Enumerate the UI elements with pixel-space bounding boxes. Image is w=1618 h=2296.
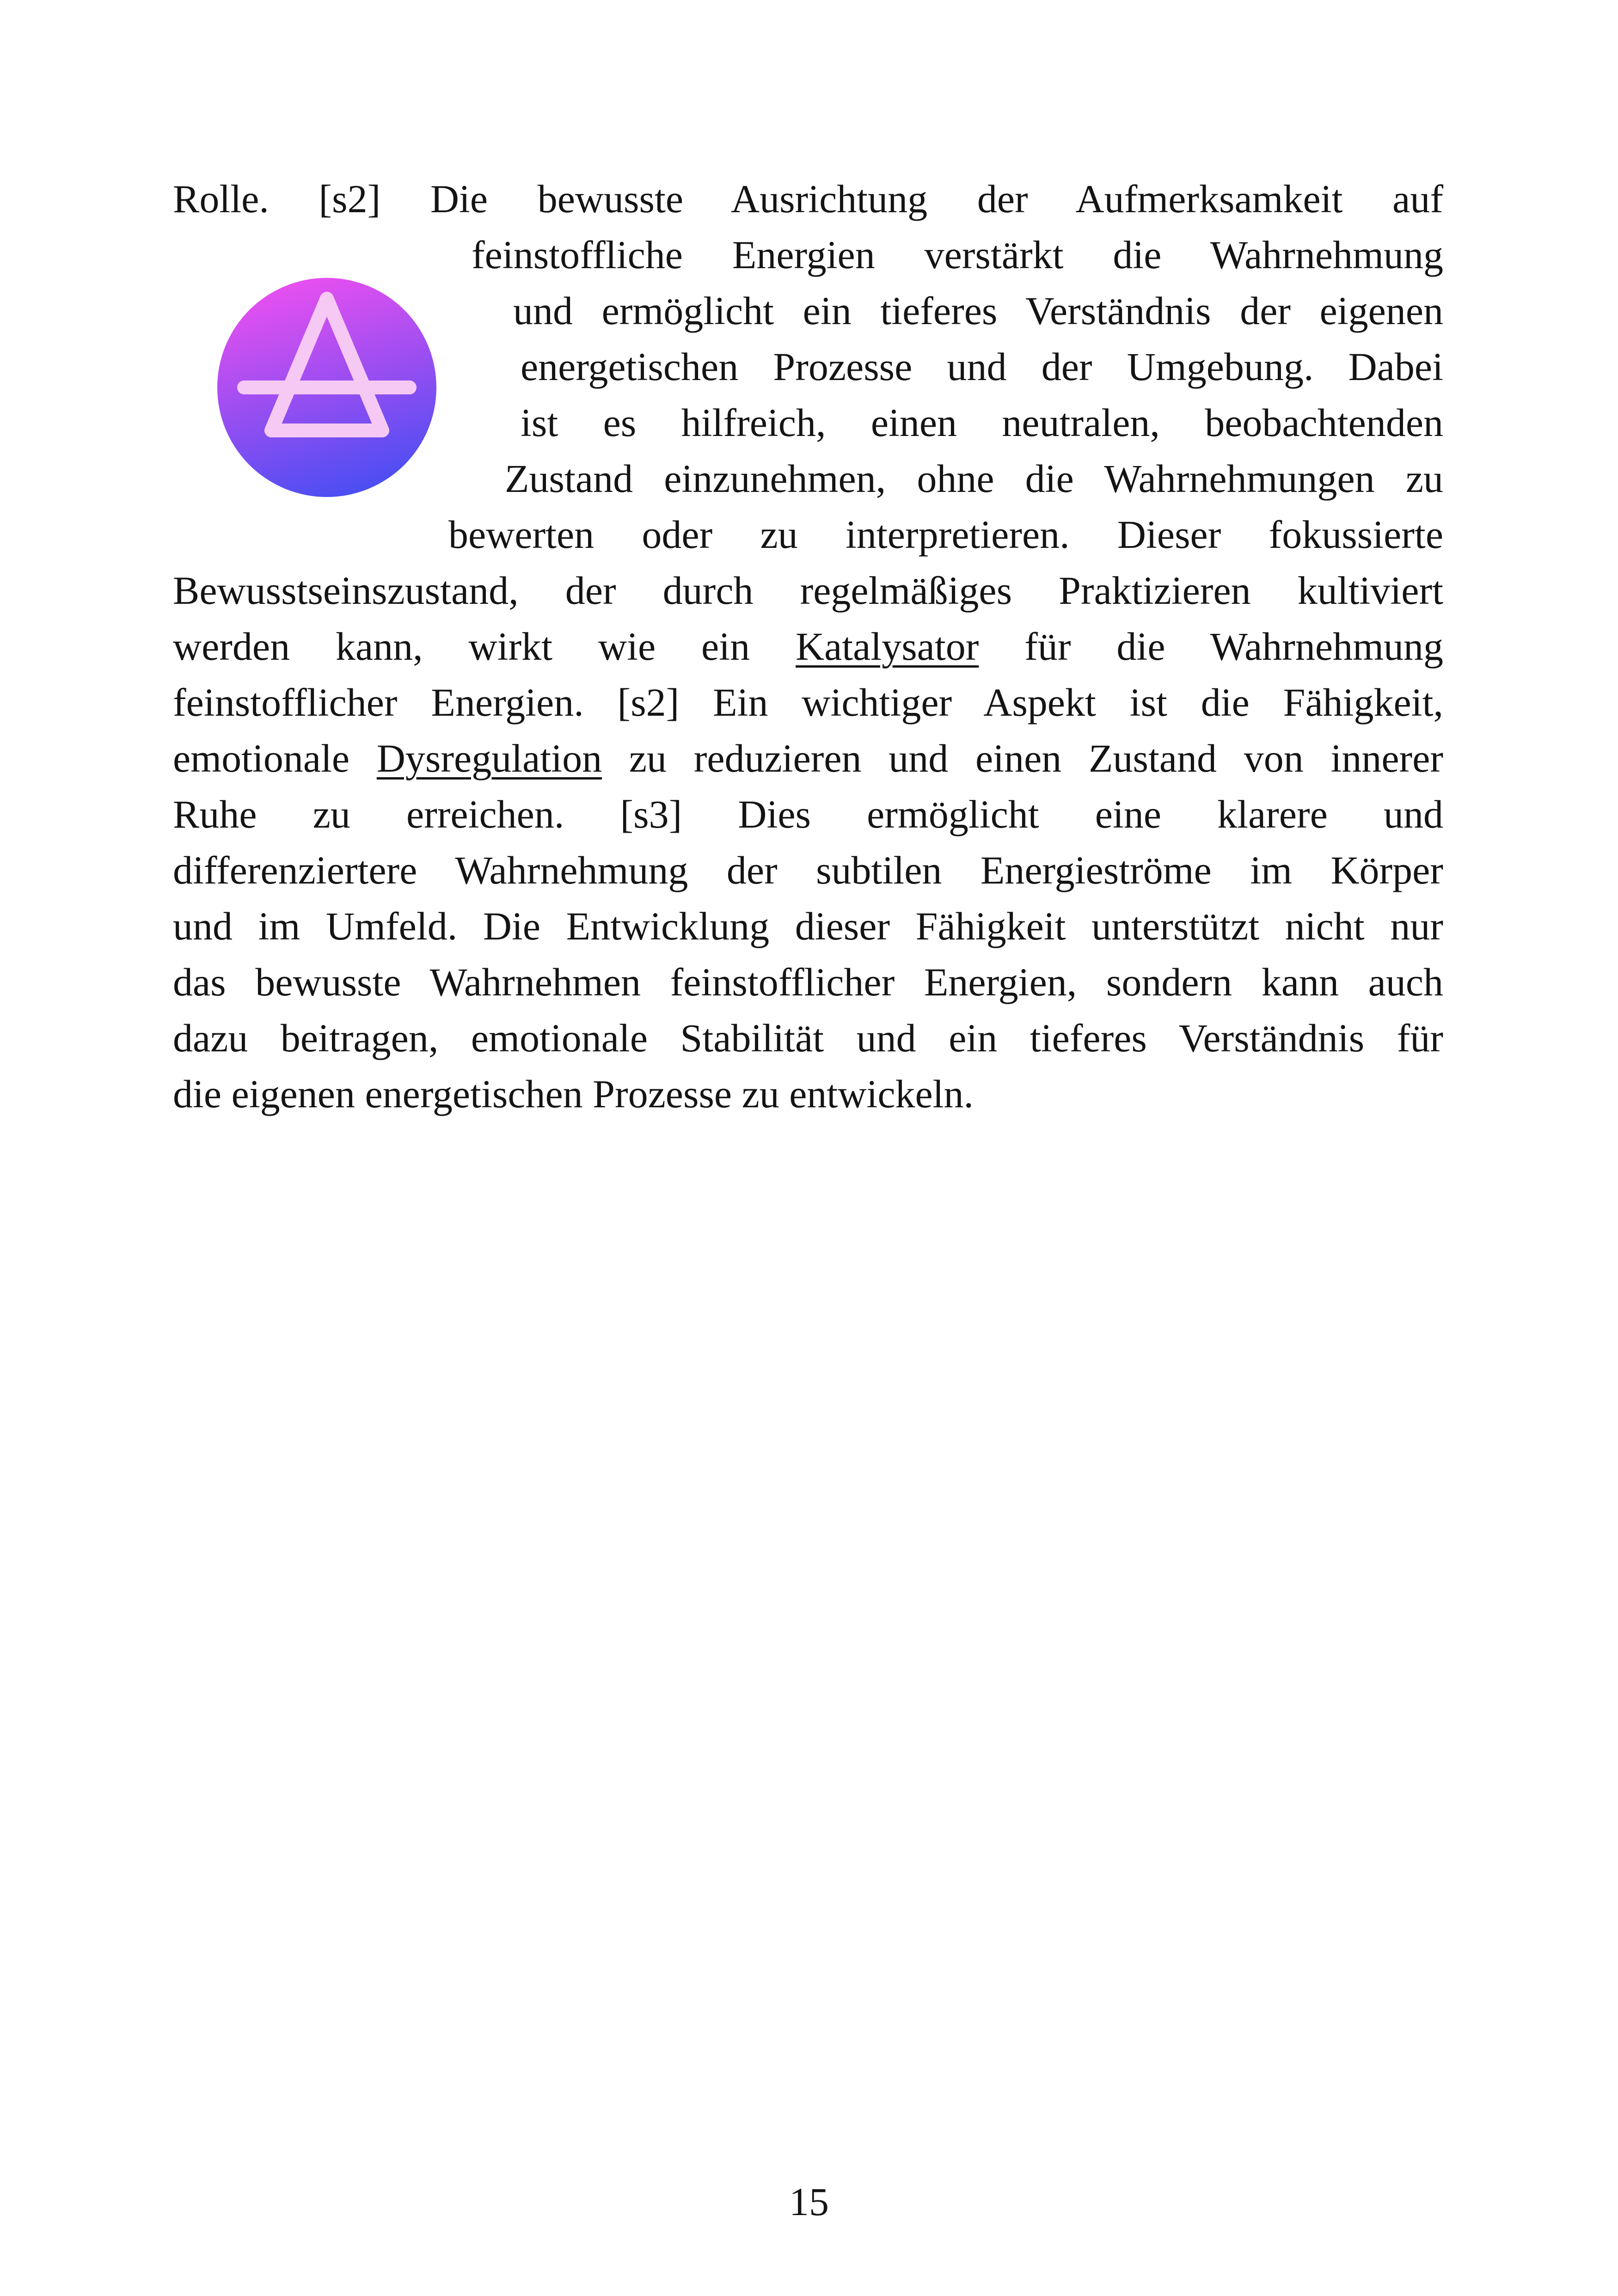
text-segment: zu reduzieren und einen Zustand von innerer bbox=[602, 736, 1444, 780]
text-line bbox=[173, 507, 1443, 563]
text-segment: dazu beitragen, emotionale Stabilität und ein tieferes Verständnis für bbox=[173, 1016, 1443, 1060]
text-line bbox=[173, 731, 1443, 786]
text-segment: Bewusstseinszustand, der durch regelmäßiges Praktizieren kultiviert bbox=[173, 568, 1443, 613]
underlined-term: Katalysator bbox=[795, 624, 979, 669]
text-segment: das bewusste Wahrnehmen feinstofflicher Energien, sondern kann auch bbox=[173, 960, 1443, 1004]
text-line bbox=[173, 842, 1443, 898]
text-segment: differenziertere Wahrnehmung der subtilen Energieströme im Körper bbox=[173, 848, 1443, 892]
text-segment: und im Umfeld. Die Entwicklung dieser Fähigkeit unterstützt nicht nur bbox=[173, 904, 1443, 948]
text-line bbox=[173, 1010, 1443, 1066]
text-segment: Zustand einzunehmen, ohne die Wahrnehmungen zu bbox=[505, 456, 1443, 501]
text-segment: energetischen Prozesse und der Umgebung. Dabei bbox=[521, 344, 1443, 389]
text-segment: ist es hilfreich, einen neutralen, beobachtenden bbox=[521, 400, 1443, 445]
body-text bbox=[173, 171, 1443, 1122]
text-segment: für die Wahrnehmung bbox=[979, 624, 1443, 669]
text-line bbox=[173, 227, 1443, 283]
text-segment: emotionale bbox=[173, 736, 377, 780]
page-number: 15 bbox=[789, 2179, 829, 2224]
text-line bbox=[173, 954, 1443, 1010]
underlined-term: Dysregulation bbox=[376, 736, 602, 780]
text-line bbox=[173, 898, 1443, 954]
text-line bbox=[173, 786, 1443, 842]
text-line bbox=[173, 395, 1443, 451]
text-line bbox=[173, 451, 1443, 507]
text-line bbox=[173, 1066, 1443, 1122]
text-segment: bewerten oder zu interpretieren. Dieser fokussierte bbox=[448, 512, 1443, 557]
text-segment: die eigenen energetischen Prozesse zu entwickeln. bbox=[173, 1072, 974, 1116]
text-line bbox=[173, 675, 1443, 731]
text-line bbox=[173, 563, 1443, 619]
text-line bbox=[173, 339, 1443, 395]
text-segment: Ruhe zu erreichen. [s3] Dies ermöglicht eine klarere und bbox=[173, 792, 1443, 836]
text-segment: und ermöglicht ein tieferes Verständnis der eigenen bbox=[513, 289, 1443, 333]
text-line bbox=[173, 171, 1443, 227]
text-segment: Rolle. [s2] Die bewusste Ausrichtung der Aufmerksamkeit auf bbox=[173, 177, 1443, 221]
text-segment: feinstoffliche Energien verstärkt die Wahrnehmung bbox=[472, 233, 1443, 277]
text-line bbox=[173, 619, 1443, 675]
text-line bbox=[173, 283, 1443, 339]
text-segment: werden kann, wirkt wie ein bbox=[173, 624, 796, 669]
text-segment: feinstofflicher Energien. [s2] Ein wichtiger Aspekt ist die Fähigkeit, bbox=[173, 680, 1443, 724]
